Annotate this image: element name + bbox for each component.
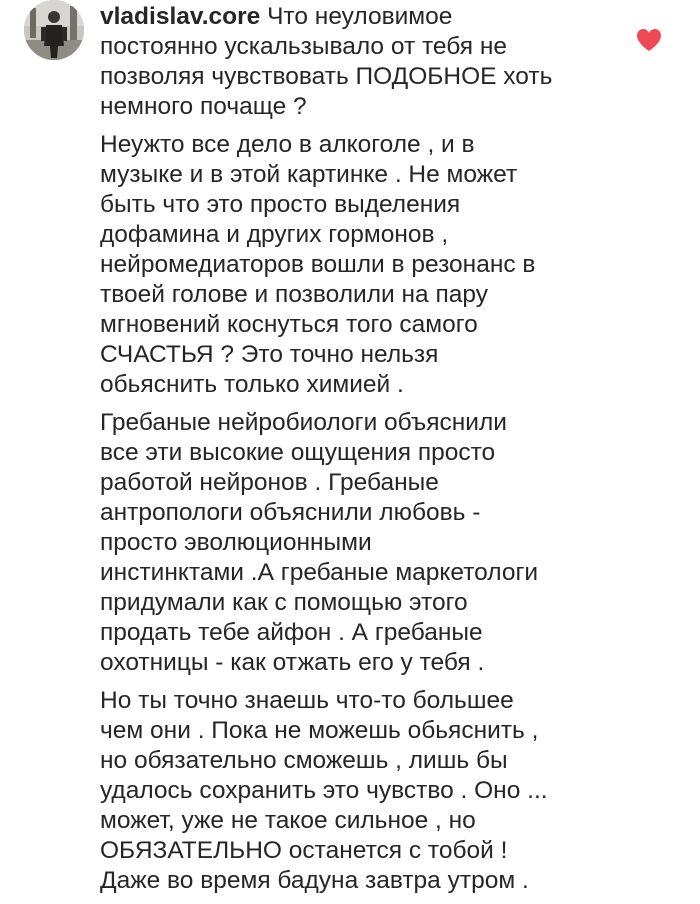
heart-filled-icon — [636, 28, 662, 52]
comment-body — [100, 2, 610, 904]
like-button[interactable] — [636, 28, 662, 52]
comment-paragraph-2: Неужто все дело в алкоголе , и в музыке и в этой картинке . Не может быть что это просто выделения дофамина и других гормонов , нейромедиаторов вошли в резонанс в твоей голове и позволили на пару мгновений коснуться того самого СЧАСТЬЯ ? Это точно нельзя обьяснить только химией . — [100, 131, 536, 398]
user-avatar-photo-icon — [24, 0, 84, 60]
comment-text: Что неуловимое постоянно ускальзывало от тебя не позволяя чувствовать ПОДОБНОЕ хоть немного почаще ? — [100, 3, 553, 120]
username-link[interactable]: vladislav.core — [100, 3, 261, 30]
avatar[interactable] — [24, 0, 84, 60]
comment-paragraph-4: Но ты точно знаешь что-то большее чем они . Пока не можешь обьяснить , но обязательно сможешь , лишь бы удалось сохранить это чувство . Оно ... может, уже не такое сильное , но ОБЯЗАТЕЛЬНО останется с тобой ! Даже во время бадуна завтра утром . — [100, 687, 548, 894]
comment-paragraph-1 — [100, 2, 610, 122]
comment-paragraph-3: Гребаные нейробиологи объяснили все эти высокие ощущения просто работой нейронов . Гребаные антропологи объяснили любовь - просто эволюционными инстинктами .А гребаные маркетологи придумали как с помощью этого продать тебе айфон . А гребаные охотницы - как отжать его у тебя . — [100, 409, 539, 676]
